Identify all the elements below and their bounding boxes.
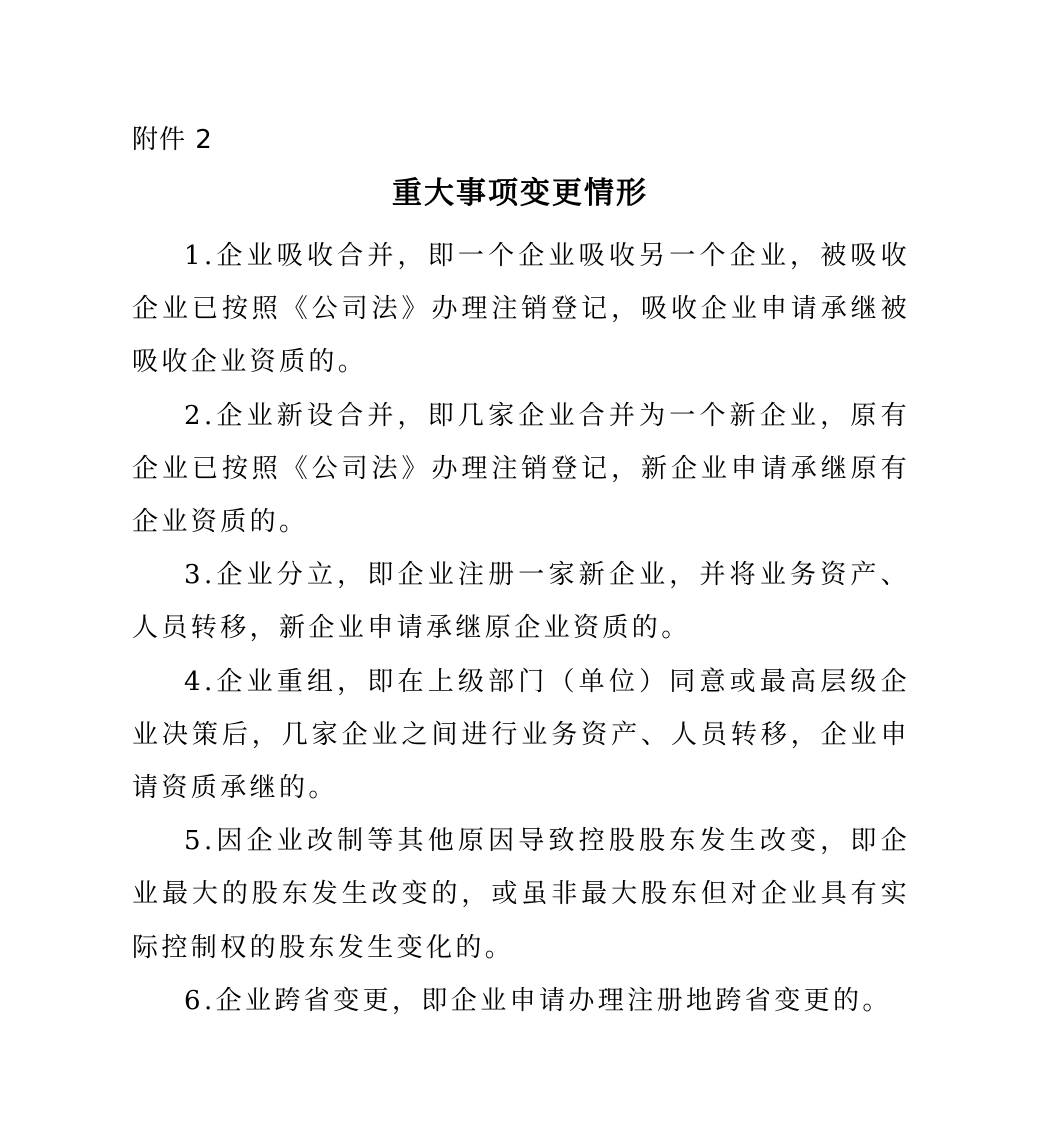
paragraph-item-4: 4.企业重组，即在上级部门（单位）同意或最高层级企业决策后，几家企业之间进行业务资产、人员转移，企业申请资质承继的。 <box>132 666 910 804</box>
paragraph-item-6: 6.企业跨省变更，即企业申请办理注册地跨省变更的。 <box>184 985 892 1016</box>
paragraph-item-5: 5.因企业改制等其他原因导致控股股东发生改变，即企业最大的股东发生改变的，或虽非最大股东但对企业具有实际控制权的股东发生变化的。 <box>132 826 910 963</box>
document-body <box>132 230 910 1028</box>
document-title: 重大事项变更情形 <box>392 176 648 211</box>
paragraph-item-3: 3.企业分立，即企业注册一家新企业，并将业务资产、人员转移，新企业申请承继原企业资质的。 <box>132 560 910 644</box>
paragraph-item-1: 1.企业吸收合并，即一个企业吸收另一个企业，被吸收企业已按照《公司法》办理注销登记，吸收企业申请承继被吸收企业资质的。 <box>132 241 910 378</box>
paragraph-item-2: 2.企业新设合并，即几家企业合并为一个新企业，原有企业已按照《公司法》办理注销登记，新企业申请承继原有企业资质的。 <box>132 400 910 538</box>
attachment-label: 附件 2 <box>132 125 213 155</box>
